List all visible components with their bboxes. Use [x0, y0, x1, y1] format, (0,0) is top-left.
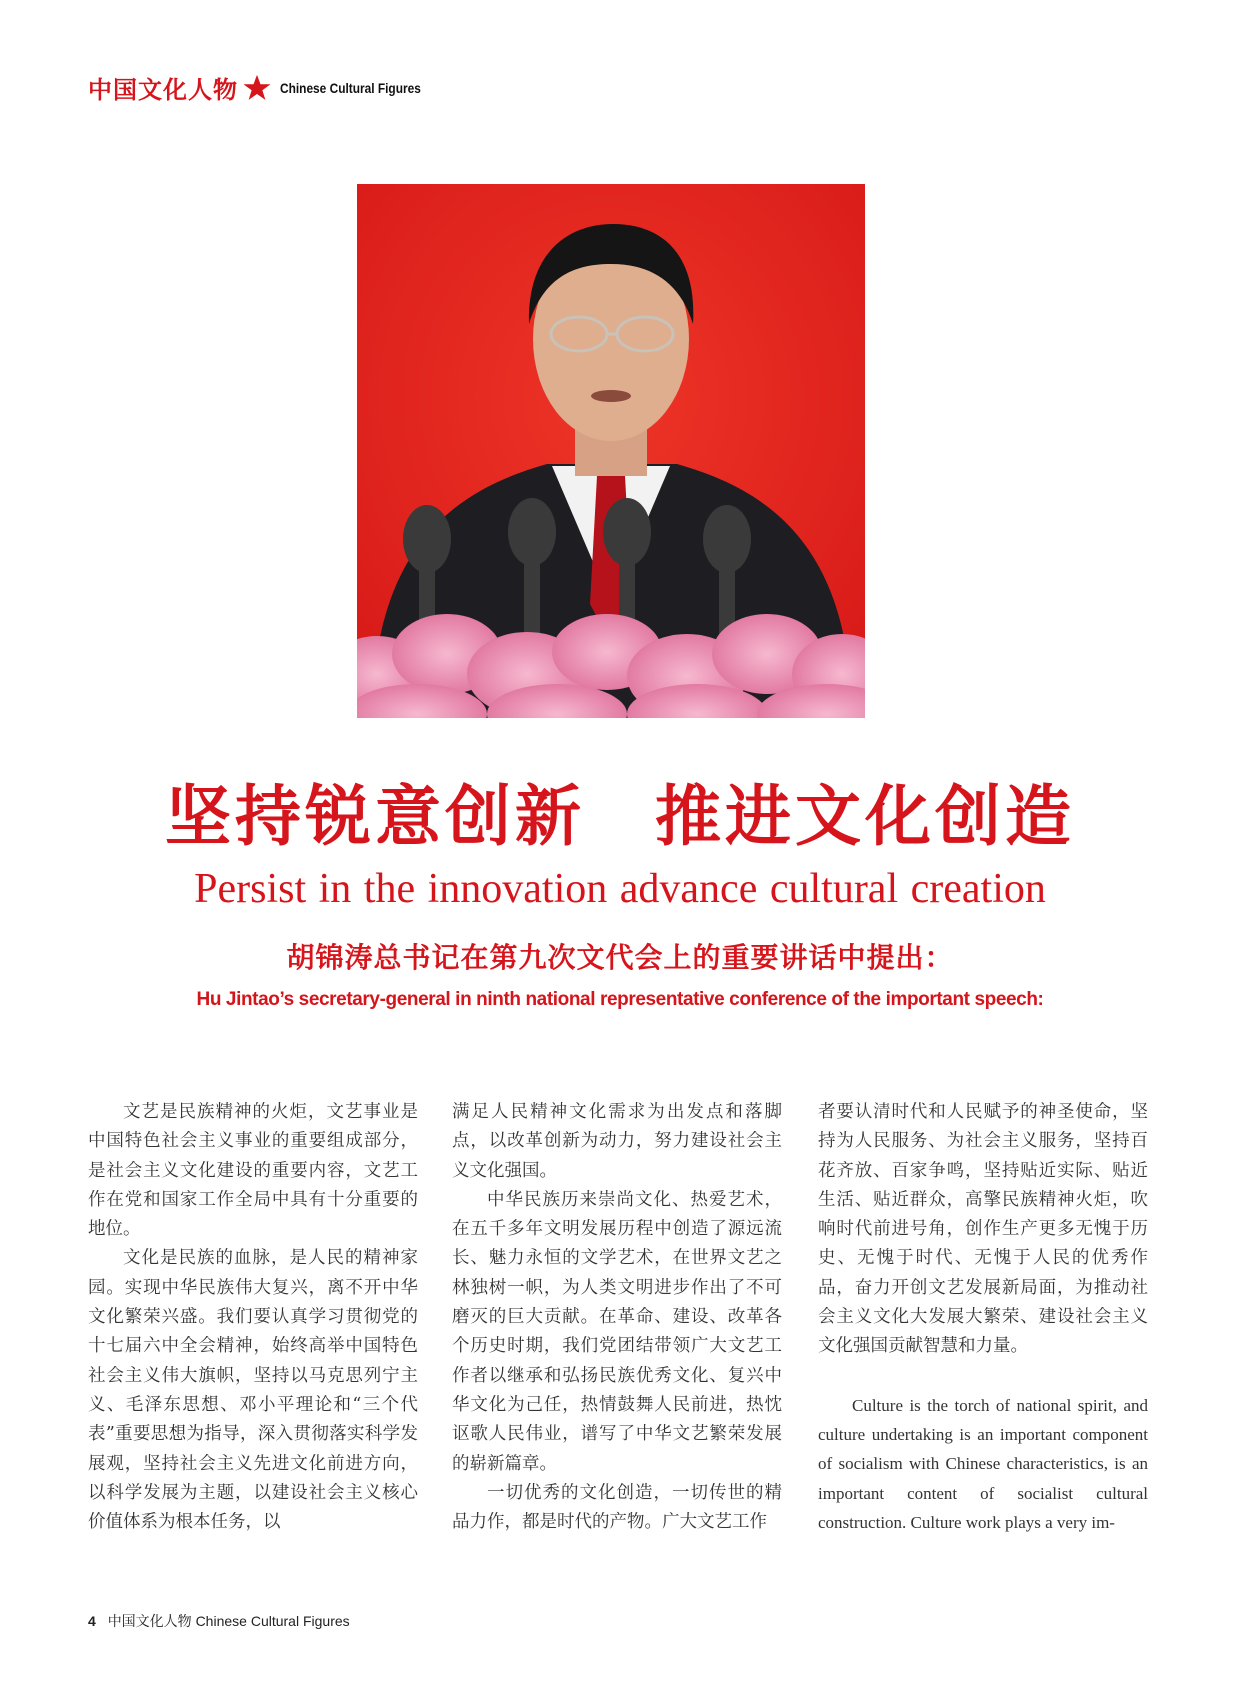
- paragraph: 文艺是民族精神的火炬，文艺事业是中国特色社会主义事业的重要组成部分，是社会主义文化建设的重要内容，文艺工作在党和国家工作全局中具有十分重要的地位。: [88, 1102, 418, 1240]
- headline-title-en: Persist in the innovation advance cultural creation: [194, 866, 1046, 912]
- body-column-3: [818, 1098, 1148, 1537]
- paragraph: 者要认清时代和人民赋予的神圣使命，坚持为人民服务、为社会主义服务，坚持百花齐放、百家争鸣，坚持贴近实际、贴近生活、贴近群众，高擎民族精神火炬，吹响时代前进号角，创作生产更多无愧于历史、无愧于时代、无愧于人民的优秀作品，奋力开创文艺发展新局面，为推动社会主义文化大发展大繁荣、建设社会主义文化强国贡献智慧和力量。: [818, 1102, 1148, 1357]
- body-column-1: [88, 1098, 418, 1537]
- magazine-header: [88, 70, 446, 105]
- paragraph: 一切优秀的文化创造，一切传世的精品力作，都是时代的产物。广大文艺工作: [452, 1482, 782, 1533]
- paragraph: 满足人民精神文化需求为出发点和落脚点，以改革创新为动力，努力建设社会主义文化强国。: [452, 1102, 782, 1181]
- headline-title-cn: 坚持锐意创新 推进文化创造: [165, 777, 1075, 855]
- header-title-en: Chinese Cultural Figures: [280, 79, 421, 96]
- footer-text: 中国文化人物 Chinese Cultural Figures: [107, 1613, 350, 1629]
- paragraph: 文化是民族的血脉，是人民的精神家园。实现中华民族伟大复兴，离不开中华文化繁荣兴盛。我们要认真学习贯彻党的十七届六中全会精神，始终高举中国特色社会主义伟大旗帜，坚持以马克思列宁主义、毛泽东思想、邓小平理论和“三个代表”重要思想为指导，深入贯彻落实科学发展观，坚持社会主义先进文化前进方向，以科学发展为主题，以建设社会主义核心价值体系为根本任务，以: [88, 1248, 418, 1533]
- page-number: 4: [88, 1613, 96, 1629]
- headline-subtitle-cn: 胡锦涛总书记在第九次文代会上的重要讲话中提出：: [286, 941, 954, 974]
- body-column-2: [452, 1098, 782, 1537]
- header-title-cn: 中国文化人物: [88, 75, 238, 104]
- paragraph: 中华民族历来崇尚文化、热爱艺术，在五千多年文明发展历程中创造了源远流长、魅力永恒的文学艺术，在世界文艺之林独树一帜，为人类文明进步作出了不可磨灭的巨大贡献。在革命、建设、改革各个历史时期，我们党团结带领广大文艺工作者以继承和弘扬民族优秀文化、复兴中华文化为己任，热情鼓舞人民前进，热忱讴歌人民伟业，谱写了中华文艺繁荣发展的崭新篇章。: [452, 1189, 782, 1474]
- page-footer: [88, 1611, 350, 1631]
- star-icon: [242, 73, 272, 103]
- headline-subtitle-en: Hu Jintao’s secretary-general in ninth national representative conference of the important speech:: [196, 989, 1044, 1010]
- portrait-photo: [357, 184, 865, 718]
- english-paragraph: Culture is the torch of national spirit, and culture undertaking is an important component of socialism with Chinese characteristics, is an important content of socialist cultural construction. Culture work plays a very im-: [818, 1395, 1148, 1532]
